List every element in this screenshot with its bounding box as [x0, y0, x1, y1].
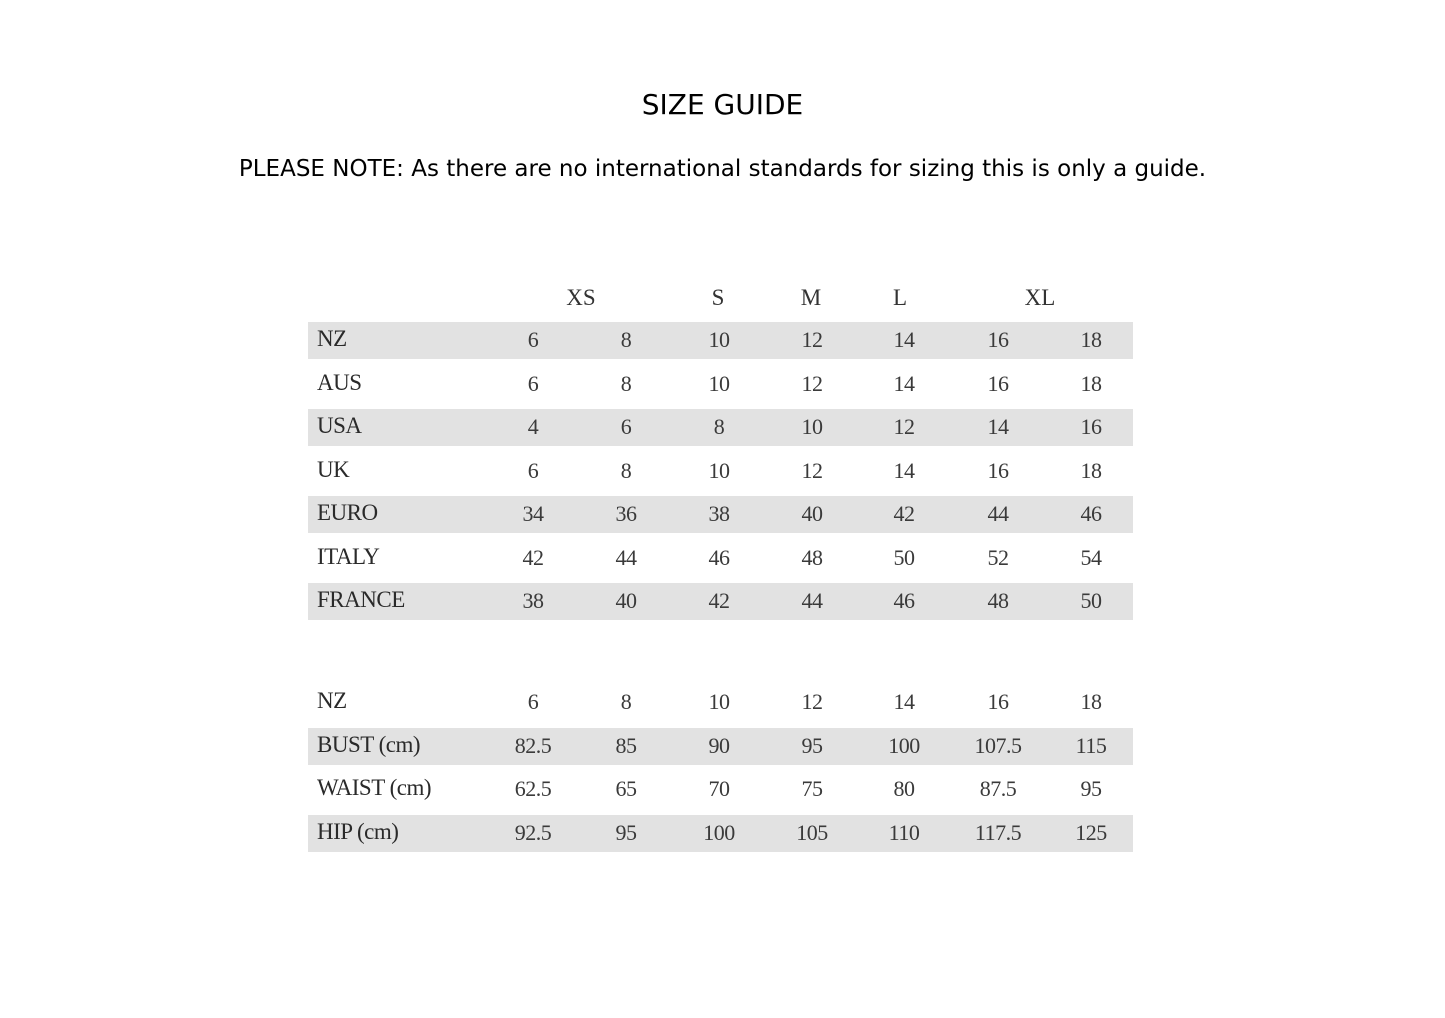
table-row: [308, 815, 1133, 852]
table-cell: 80: [893, 776, 915, 801]
table-cell: 10: [801, 414, 823, 439]
table-cell: 44: [987, 501, 1009, 526]
table-cell: 10: [708, 689, 730, 714]
table-cell: 42: [893, 501, 915, 526]
size-rows: [308, 322, 1133, 620]
table-cell: 62.5: [514, 776, 552, 801]
table-cell: 8: [620, 327, 632, 352]
table-cell: 100: [703, 819, 735, 845]
table-cell: 16: [1080, 414, 1102, 439]
table-row: [308, 684, 1133, 721]
row-label: NZ: [317, 688, 347, 713]
table-cell: 6: [620, 414, 632, 439]
row-label: HIP (cm): [317, 818, 399, 844]
table-cell: 82.5: [514, 732, 552, 758]
table-cell: 34: [522, 501, 544, 526]
table-cell: 95: [801, 732, 823, 758]
table-cell: 6: [527, 327, 539, 352]
measurement-table: [308, 684, 1133, 858]
table-cell: 54: [1080, 544, 1102, 570]
table-cell: 44: [615, 544, 637, 570]
table-cell: 8: [620, 689, 632, 714]
table-cell: 16: [987, 370, 1009, 396]
table-cell: 42: [522, 544, 544, 570]
size-letter-xs: XS: [566, 285, 596, 310]
table-cell: 117.5: [974, 819, 1022, 845]
table-cell: 100: [888, 732, 920, 758]
table-cell: 12: [801, 370, 823, 396]
table-row: [308, 771, 1133, 808]
row-label: AUS: [317, 369, 362, 395]
table-cell: 52: [987, 544, 1009, 570]
table-cell: 105: [796, 819, 828, 845]
table-cell: 46: [1080, 501, 1102, 526]
table-cell: 107.5: [974, 732, 1022, 758]
table-cell: 18: [1080, 457, 1102, 483]
row-label: USA: [317, 413, 362, 438]
table-cell: 14: [893, 457, 915, 483]
table-cell: 125: [1075, 819, 1107, 845]
table-cell: 40: [801, 501, 823, 526]
table-row: [308, 540, 1133, 577]
table-cell: 12: [801, 327, 823, 352]
table-cell: 50: [893, 544, 915, 570]
table-cell: 10: [708, 457, 730, 483]
table-cell: 38: [522, 588, 544, 613]
table-cell: 90: [708, 732, 730, 758]
table-row: [308, 583, 1133, 620]
table-row: [308, 728, 1133, 765]
table-cell: 48: [987, 588, 1009, 613]
table-cell: 46: [708, 544, 730, 570]
table-cell: 18: [1080, 327, 1102, 352]
size-conversion-table: [308, 275, 1133, 627]
row-label: FRANCE: [317, 587, 405, 612]
table-row: [308, 322, 1133, 359]
table-cell: 10: [708, 370, 730, 396]
table-cell: 14: [893, 327, 915, 352]
table-cell: 36: [615, 501, 637, 526]
table-cell: 110: [888, 819, 920, 845]
table-row: [308, 366, 1133, 403]
table-cell: 8: [713, 414, 725, 439]
table-cell: 46: [893, 588, 915, 613]
table-cell: 6: [527, 370, 539, 396]
row-label: EURO: [317, 500, 378, 525]
table-cell: 10: [708, 327, 730, 352]
table-cell: 92.5: [514, 819, 552, 845]
table-cell: 16: [987, 689, 1009, 714]
table-cell: 70: [708, 776, 730, 801]
table-row: [308, 453, 1133, 490]
table-cell: 40: [615, 588, 637, 613]
row-label: UK: [317, 456, 350, 482]
table-cell: 44: [801, 588, 823, 613]
table-cell: 12: [893, 414, 915, 439]
table-cell: 115: [1075, 732, 1107, 758]
table-cell: 12: [801, 457, 823, 483]
table-cell: 95: [1080, 776, 1102, 801]
size-letter-xl: XL: [1024, 285, 1056, 310]
table-cell: 85: [615, 732, 637, 758]
table-cell: 50: [1080, 588, 1102, 613]
table-cell: 14: [893, 370, 915, 396]
table-cell: 6: [527, 457, 539, 483]
table-cell: 42: [708, 588, 730, 613]
disclaimer-note: PLEASE NOTE: As there are no international standards for sizing this is only a guide.: [238, 156, 1207, 182]
table-cell: 18: [1080, 370, 1102, 396]
table-cell: 95: [615, 819, 637, 845]
table-cell: 16: [987, 457, 1009, 483]
size-letter-s: S: [711, 285, 725, 310]
table-cell: 4: [527, 414, 539, 439]
table-cell: 18: [1080, 689, 1102, 714]
row-label: BUST (cm): [317, 731, 421, 757]
table-cell: 38: [708, 501, 730, 526]
table-cell: 14: [987, 414, 1009, 439]
table-cell: 8: [620, 457, 632, 483]
table-cell: 65: [615, 776, 637, 801]
table-cell: 12: [801, 689, 823, 714]
row-label: NZ: [317, 326, 347, 351]
table-cell: 6: [527, 689, 539, 714]
table-cell: 87.5: [979, 776, 1017, 801]
table-cell: 14: [893, 689, 915, 714]
row-label: ITALY: [317, 543, 380, 569]
row-label: WAIST (cm): [317, 775, 432, 800]
page-title: SIZE GUIDE: [641, 88, 804, 121]
size-letter-header: [308, 275, 1133, 322]
table-cell: 75: [801, 776, 823, 801]
table-cell: 48: [801, 544, 823, 570]
measurement-rows: [308, 684, 1133, 852]
table-row: [308, 496, 1133, 533]
size-letter-l: L: [892, 285, 908, 310]
table-cell: 16: [987, 327, 1009, 352]
size-letter-m: M: [800, 285, 822, 310]
table-cell: 8: [620, 370, 632, 396]
table-row: [308, 409, 1133, 446]
